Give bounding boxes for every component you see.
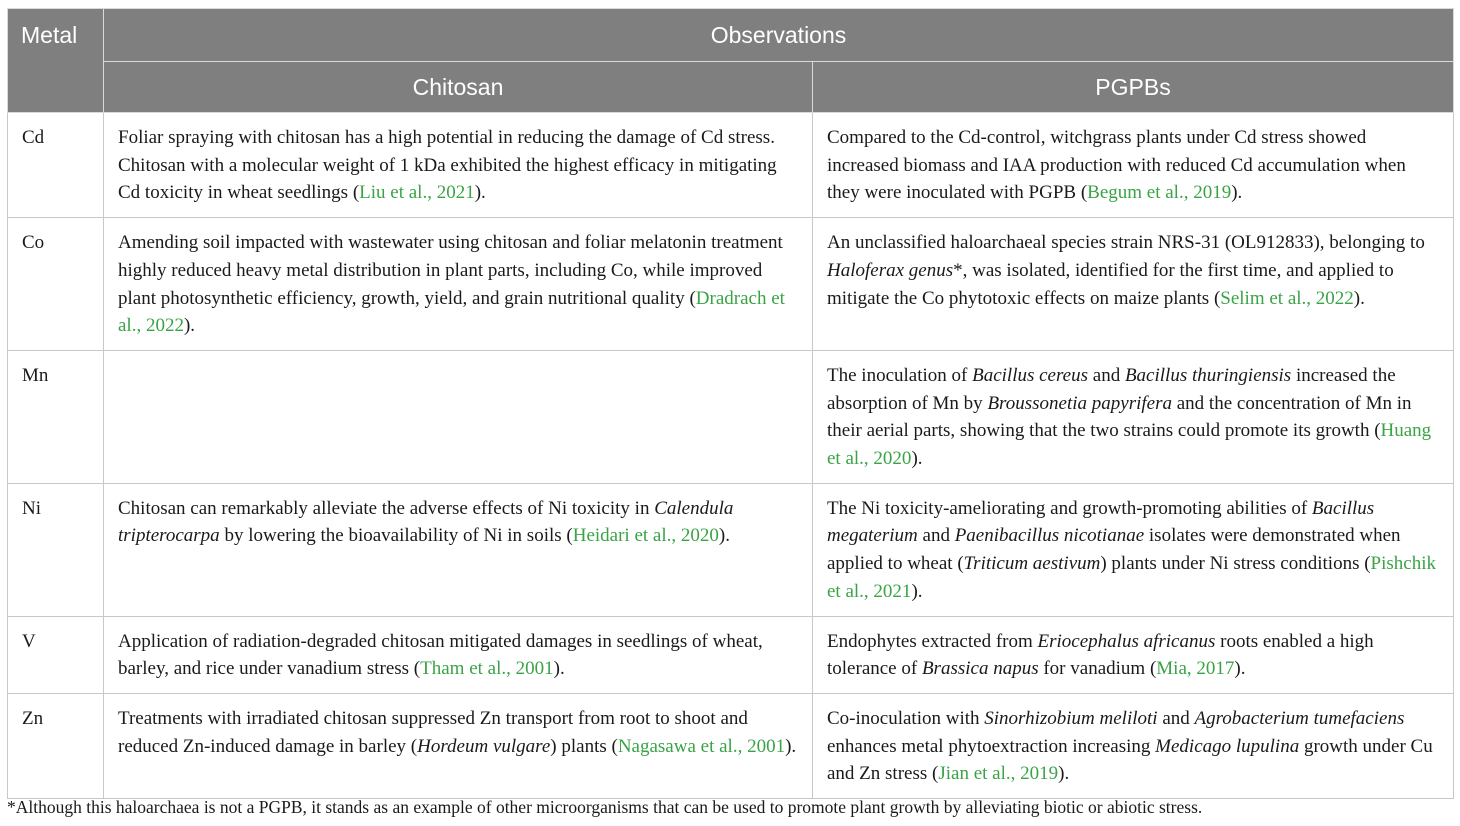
pgpb-cell: An unclassified haloarchaeal species strain NRS-31 (OL912833), belonging to Haloferax genus*, was isolated, identified for the first time, and applied to mitigate the Co phytotoxic effects on maize plants (Selim et al., 2022). bbox=[813, 218, 1454, 351]
table-row bbox=[8, 616, 1454, 693]
citation-link[interactable]: Heidari et al., 2020 bbox=[572, 525, 719, 547]
observations-table bbox=[7, 8, 1454, 799]
citation-link[interactable]: Pishchik et al., 2021 bbox=[827, 553, 1436, 602]
table-row bbox=[8, 113, 1454, 218]
metal-cell: Mn bbox=[8, 350, 104, 483]
citation-link[interactable]: Liu et al., 2021 bbox=[359, 182, 475, 204]
table-row bbox=[8, 350, 1454, 483]
citation-link[interactable]: Nagasawa et al., 2001 bbox=[617, 735, 786, 757]
citation-link[interactable]: Begum et al., 2019 bbox=[1087, 182, 1232, 204]
table-row bbox=[8, 483, 1454, 616]
header-pgpbs: PGPBs bbox=[813, 62, 1454, 113]
citation-link[interactable]: Huang et al., 2020 bbox=[827, 420, 1432, 470]
chitosan-cell: Chitosan can remarkably alleviate the adverse effects of Ni toxicity in Calendula tripterocarpa by lowering the bioavailability of Ni in soils (Heidari et al., 2020). bbox=[104, 483, 813, 616]
chitosan-cell: Amending soil impacted with wastewater using chitosan and foliar melatonin treatment highly reduced heavy metal distribution in plant parts, including Co, while improved plant photosynthetic efficiency, growth, yield, and grain nutritional quality (Dradrach et al., 2022). bbox=[104, 218, 813, 351]
metal-cell: V bbox=[8, 616, 104, 693]
citation-link[interactable]: Mia, 2017 bbox=[1156, 658, 1235, 680]
pgpb-cell: Compared to the Cd-control, witchgrass plants under Cd stress showed increased biomass and IAA production with reduced Cd accumulation when they were inoculated with PGPB (Begum et al., 2019). bbox=[813, 113, 1454, 218]
citation-link[interactable]: Dradrach et al., 2022 bbox=[118, 287, 785, 337]
pgpb-cell: Co-inoculation with Sinorhizobium meliloti and Agrobacterium tumefaciens enhances metal phytoextraction increasing Medicago lupulina growth under Cu and Zn stress (Jian et al., 2019). bbox=[813, 693, 1454, 798]
header-row-1 bbox=[8, 9, 1454, 62]
chitosan-cell bbox=[104, 350, 813, 483]
pgpb-cell: The Ni toxicity-ameliorating and growth-promoting abilities of Bacillus megaterium and Paenibacillus nicotianae isolates were demonstrated when applied to wheat (Triticum aestivum) plants under Ni stress conditions (Pishchik et al., 2021). bbox=[813, 483, 1454, 616]
metal-cell: Cd bbox=[8, 113, 104, 218]
chitosan-cell: Foliar spraying with chitosan has a high potential in reducing the damage of Cd stress. Chitosan with a molecular weight of 1 kDa exhibited the highest efficacy in mitigating Cd toxicity in wheat seedlings (Liu et al., 2021). bbox=[104, 113, 813, 218]
header-observations: Observations bbox=[104, 9, 1454, 62]
table-footnote: *Although this haloarchaea is not a PGPB, it stands as an example of other microorganisms that can be used to promote plant growth by alleviating biotic or abiotic stress. bbox=[7, 797, 1203, 817]
citation-link[interactable]: Selim et al., 2022 bbox=[1220, 287, 1354, 309]
citation-link[interactable]: Jian et al., 2019 bbox=[938, 763, 1059, 785]
chitosan-cell: Treatments with irradiated chitosan suppressed Zn transport from root to shoot and reduced Zn-induced damage in barley (Hordeum vulgare) plants (Nagasawa et al., 2001). bbox=[104, 693, 813, 798]
chitosan-cell: Application of radiation-degraded chitosan mitigated damages in seedlings of wheat, barley, and rice under vanadium stress (Tham et al., 2001). bbox=[104, 616, 813, 693]
pgpb-cell: Endophytes extracted from Eriocephalus africanus roots enabled a high tolerance of Brassica napus for vanadium (Mia, 2017). bbox=[813, 616, 1454, 693]
pgpb-cell: The inoculation of Bacillus cereus and Bacillus thuringiensis increased the absorption of Mn by Broussonetia papyrifera and the concentration of Mn in their aerial parts, showing that the two strains could promote its growth (Huang et al., 2020). bbox=[813, 350, 1454, 483]
metal-cell: Ni bbox=[8, 483, 104, 616]
table-row bbox=[8, 218, 1454, 351]
metal-cell: Zn bbox=[8, 693, 104, 798]
table-row bbox=[8, 693, 1454, 798]
citation-link[interactable]: Tham et al., 2001 bbox=[420, 658, 554, 680]
header-row-2 bbox=[8, 62, 1454, 113]
header-chitosan: Chitosan bbox=[104, 62, 813, 113]
header-metal: Metal bbox=[8, 9, 104, 113]
metal-cell: Co bbox=[8, 218, 104, 351]
